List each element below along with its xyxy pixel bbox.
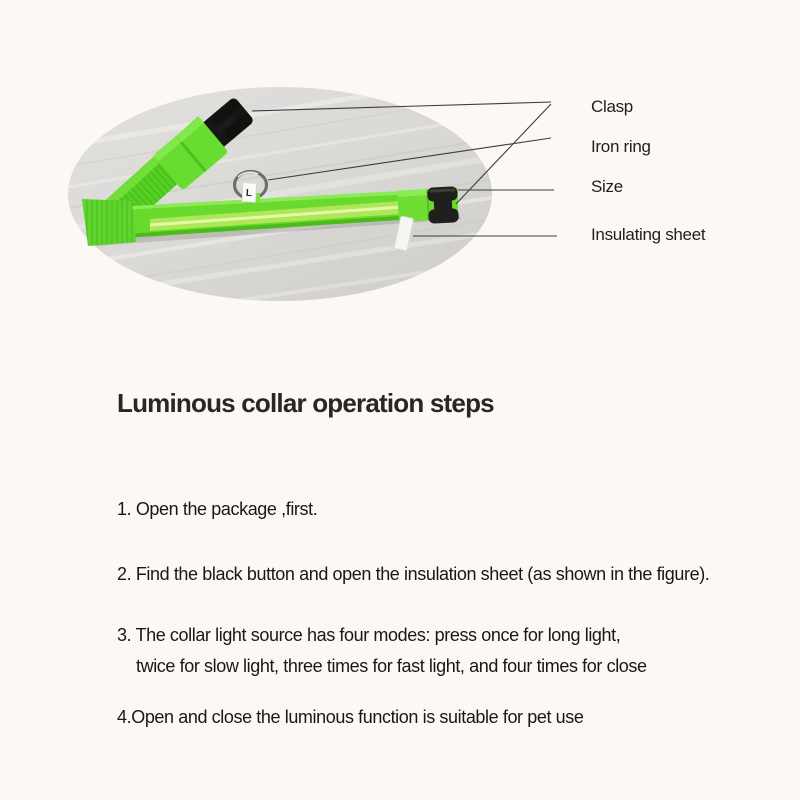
callout-label-size: Size xyxy=(591,177,623,196)
collar-photo-figure xyxy=(0,0,800,340)
collar-photo xyxy=(0,0,800,340)
step-3-line-1: 3. The collar light source has four modes: press once for long light, xyxy=(117,625,621,645)
step-4: 4.Open and close the luminous function is suitable for pet use xyxy=(117,707,584,727)
size-tag-letter: L xyxy=(245,187,253,200)
strap-left-fold xyxy=(82,199,136,246)
step-3-line-2: twice for slow light, three times for fast light, and four times for close xyxy=(136,656,647,676)
step-1: 1. Open the package ,first. xyxy=(117,499,318,519)
photo-surface xyxy=(30,45,540,320)
callout-label-clasp: Clasp xyxy=(591,97,633,116)
size-tag xyxy=(242,183,256,203)
step-2: 2. Find the black button and open the insulation sheet (as shown in the figure). xyxy=(117,564,710,584)
page-title: Luminous collar operation steps xyxy=(117,388,494,418)
callout-label-insulating-sheet: Insulating sheet xyxy=(591,225,706,244)
callout-label-iron-ring: Iron ring xyxy=(591,137,651,156)
